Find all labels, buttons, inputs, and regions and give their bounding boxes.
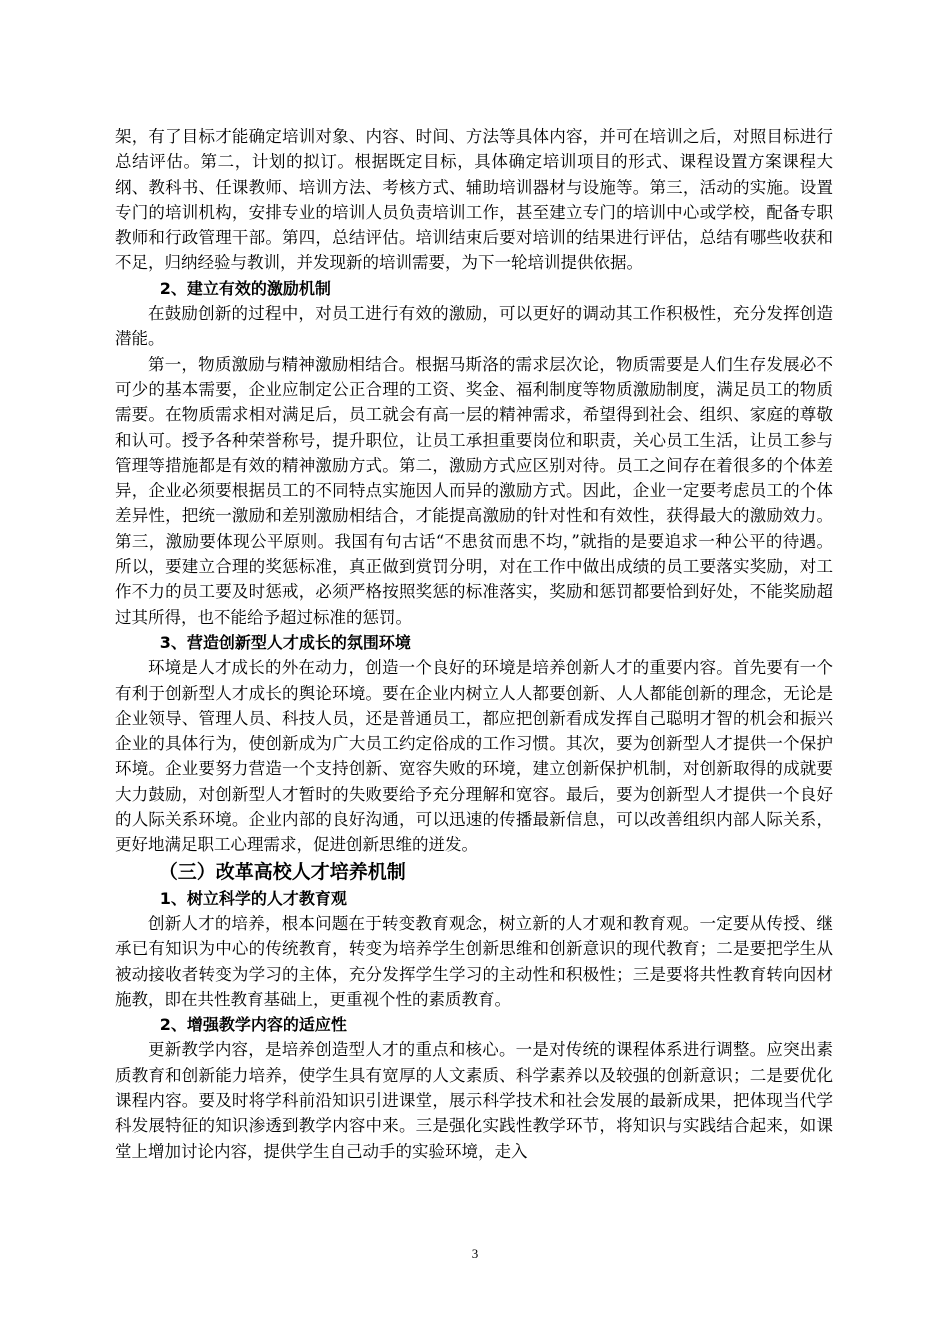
section-heading: 2、建立有效的激励机制 bbox=[159, 278, 331, 298]
body-paragraph: 环境是人才成长的外在动力，创造一个良好的环境是培养创新人才的重要内容。首先要有一个有利于创新型人才成长的舆论环境。要在企业内树立人人都要创新、人人都能创新的理念，无论是企业领导、管理人员、科技人员，还是普通员工，都应把创新看成发挥自己聪明才智的机会和振兴企业的具体行为，使创新成为广大员工约定俗成的工作习惯。其次，要为创新型人才提供一个保护环境。企业要努力营造一个支持创新、宽容失败的环境，建立创新保护机制，对创新取得的成就要大力鼓励，对创新型人才暂时的失败要给予充分理解和宽容。最后，要为创新型人才提供一个良好的人际关系环境。企业内部的良好沟通，可以迅速的传播最新信息，可以改善组织内部人际关系，更好地满足职工心理需求，促进创新思维的迸发。 bbox=[115, 658, 833, 855]
section-heading: 1、树立科学的人才教育观 bbox=[159, 888, 347, 908]
page-number: 3 bbox=[471, 1246, 479, 1261]
body-paragraph: 架，有了目标才能确定培训对象、内容、时间、方法等具体内容，并可在培训之后，对照目标进行总结评估。第二，计划的拟订。根据既定目标，具体确定培训项目的形式、课程设置方案课程大纲、教科书、任课教师、培训方法、考核方式、辅助培训器材与设施等。第三，活动的实施。设置专门的培训机构，安排专业的培训人员负责培训工作，甚至建立专门的培训中心或学校，配备专职教师和行政管理干部。第四，总结评估。培训结束后要对培训的结果进行评估，总结有哪些收获和不足，归纳经验与教训，并发现新的培训需要，为下一轮培训提供依据。 bbox=[115, 127, 833, 273]
body-paragraph: 在鼓励创新的过程中，对员工进行有效的激励，可以更好的调动其工作积极性，充分发挥创造潜能。 bbox=[115, 304, 833, 349]
chapter-heading: （三）改革高校人才培养机制 bbox=[158, 860, 406, 883]
section-heading: 2、增强教学内容的适应性 bbox=[159, 1015, 347, 1035]
body-paragraph: 更新教学内容，是培养创造型人才的重点和核心。一是对传统的课程体系进行调整。应突出素质教育和创新能力培养，使学生具有宽厚的人文素质、科学素养以及较强的创新意识；二是要优化课程内容。要及时将学科前沿知识引进课堂，展示科学技术和社会发展的最新成果，把体现当代学科发展特征的知识渗透到教学内容中来。三是强化实践性教学环节，将知识与实践结合起来，如课堂上增加讨论内容，提供学生自己动手的实验环境，走入 bbox=[115, 1040, 833, 1161]
body-paragraph: 创新人才的培养，根本问题在于转变教育观念，树立新的人才观和教育观。一定要从传授、继承已有知识为中心的传统教育，转变为培养学生创新思维和创新意识的现代教育；二是要把学生从被动接收者转变为学习的主体，充分发挥学生学习的主动性和积极性；三是要将共性教育转向因材施教，即在共性教育基础上，更重视个性的素质教育。 bbox=[115, 913, 833, 1009]
body-paragraph: 第一，物质激励与精神激励相结合。根据马斯洛的需求层次论，物质需要是人们生存发展必不可少的基本需要，企业应制定公正合理的工资、奖金、福利制度等物质激励制度，满足员工的物质需要。在物质需求相对满足后，员工就会有高一层的精神需求，希望得到社会、组织、家庭的尊敬和认可。授予各种荣誉称号，提升职位，让员工承担重要岗位和职责，关心员工生活，让员工参与管理等措施都是有效的精神激励方式。第二，激励方式应区别对待。员工之间存在着很多的个体差异，企业必须要根据员工的不同特点实施因人而异的激励方式。因此，企业一定要考虑员工的个体差异性，把统一激励和差别激励相结合，才能提高激励的针对性和有效性，获得最大的激励效力。第三，激励要体现公平原则。我国有句古话“不患贫而患不均，”就指的是要追求一种公平的待遇。所以，要建立合理的奖惩标准，真正做到赏罚分明，对在工作中做出成绩的员工要落实奖励，对工作不力的员工要及时惩戒，必须严格按照奖惩的标准落实，奖励和惩罚都要恰到好处，不能奖励超过其所得，也不能给予超过标准的惩罚。 bbox=[115, 354, 833, 627]
document-body bbox=[115, 124, 833, 1164]
section-heading: 3、营造创新型人才成长的氛围环境 bbox=[159, 632, 411, 652]
